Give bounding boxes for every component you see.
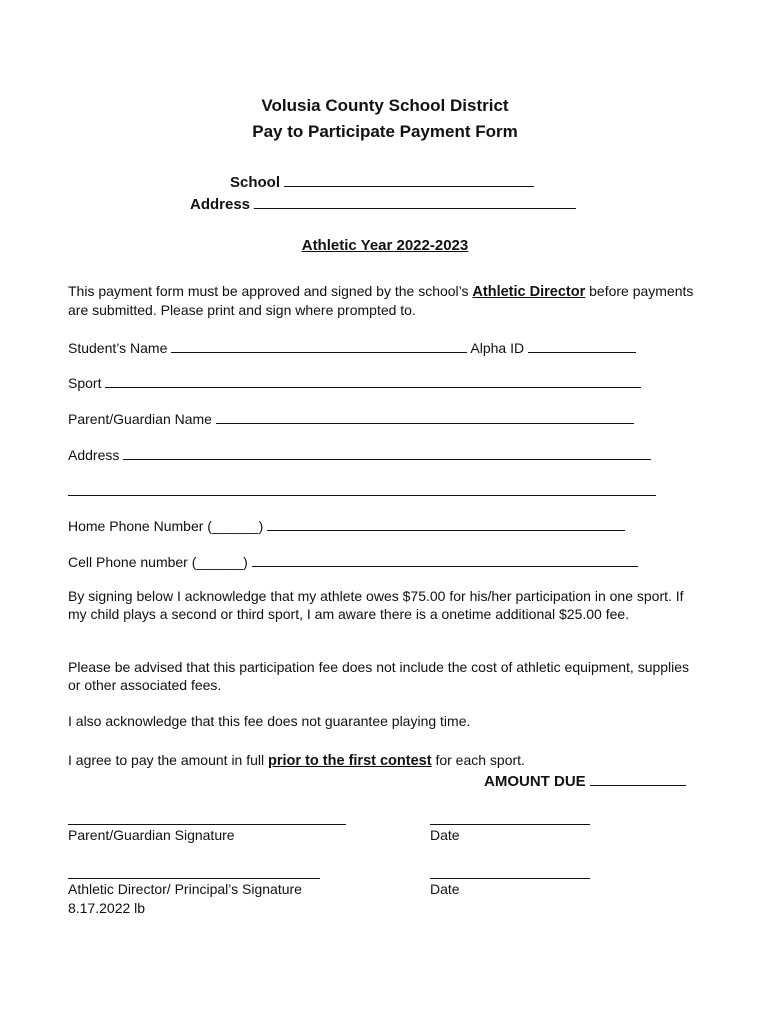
parent-signature-label: Parent/Guardian Signature — [68, 827, 235, 843]
intro-emphasis: Athletic Director — [472, 284, 586, 300]
sport-input-line[interactable] — [105, 373, 641, 388]
address-input-line[interactable] — [123, 445, 651, 460]
director-signature-label: Athletic Director/ Principal’s Signature — [68, 881, 302, 897]
agree-text-1: I agree to pay the amount in full — [68, 752, 269, 768]
school-address-label: Address — [190, 196, 251, 213]
address-label: Address — [68, 447, 120, 463]
school-address-field — [190, 194, 576, 213]
parent-name-label: Parent/Guardian Name — [68, 411, 212, 427]
address-row — [68, 445, 651, 463]
amount-due-input-line[interactable] — [590, 771, 686, 786]
amount-due-field — [484, 771, 686, 790]
revision-note: 8.17.2022 lb — [68, 900, 146, 916]
parent-date-label: Date — [430, 827, 460, 843]
agree-emphasis: prior to the first contest — [268, 753, 432, 769]
student-name-label: Student’s Name — [68, 340, 168, 356]
director-signature-line[interactable] — [68, 866, 320, 879]
district-title: Volusia County School District — [261, 96, 509, 115]
cell-phone-row — [68, 552, 638, 570]
sport-label: Sport — [68, 375, 102, 391]
alpha-id-label: Alpha ID — [470, 340, 525, 356]
athletic-year-heading — [0, 237, 770, 254]
agree-paragraph — [68, 751, 708, 770]
student-name-input-line[interactable] — [171, 338, 467, 353]
parent-name-row — [68, 409, 634, 427]
cell-phone-label: Cell Phone number (______) — [68, 554, 248, 570]
home-phone-input-line[interactable] — [267, 516, 625, 531]
alpha-id-input-line[interactable] — [528, 338, 636, 353]
parent-name-input-line[interactable] — [216, 409, 634, 424]
agree-text-2: for each sport. — [431, 752, 525, 768]
athletic-year-text: Athletic Year 2022-2023 — [301, 237, 469, 254]
school-address-input-line[interactable] — [254, 194, 576, 209]
school-field — [230, 172, 534, 191]
intro-paragraph — [68, 282, 708, 319]
director-date-label: Date — [430, 881, 460, 897]
home-phone-label: Home Phone Number (______) — [68, 518, 264, 534]
address-second-line[interactable] — [68, 483, 656, 496]
school-label: School — [230, 174, 281, 191]
parent-signature-line[interactable] — [68, 812, 346, 825]
form-title: Pay to Participate Payment Form — [252, 122, 518, 141]
director-date-line[interactable] — [430, 866, 590, 879]
cell-phone-input-line[interactable] — [252, 552, 638, 567]
intro-text-2: before payments are submitted. Please print and sign where prompted to. — [68, 283, 694, 318]
student-name-row — [68, 338, 636, 356]
amount-due-label: AMOUNT DUE — [484, 773, 586, 790]
playing-time-paragraph: I also acknowledge that this fee does not guarantee playing time. — [68, 713, 471, 729]
advisory-paragraph: Please be advised that this participation fee does not include the cost of athletic equipment, supplies or other associated fees. — [68, 659, 690, 693]
school-input-line[interactable] — [284, 172, 534, 187]
intro-text-1: This payment form must be approved and signed by the school’s — [68, 283, 473, 299]
fee-acknowledgement-paragraph: By signing below I acknowledge that my athlete owes $75.00 for his/her participation in one sport. If my child plays a second or third sport, I am aware there is a onetime additional $25.00 fee. — [68, 588, 684, 622]
sport-row — [68, 373, 641, 391]
parent-date-line[interactable] — [430, 812, 590, 825]
home-phone-row — [68, 516, 625, 534]
